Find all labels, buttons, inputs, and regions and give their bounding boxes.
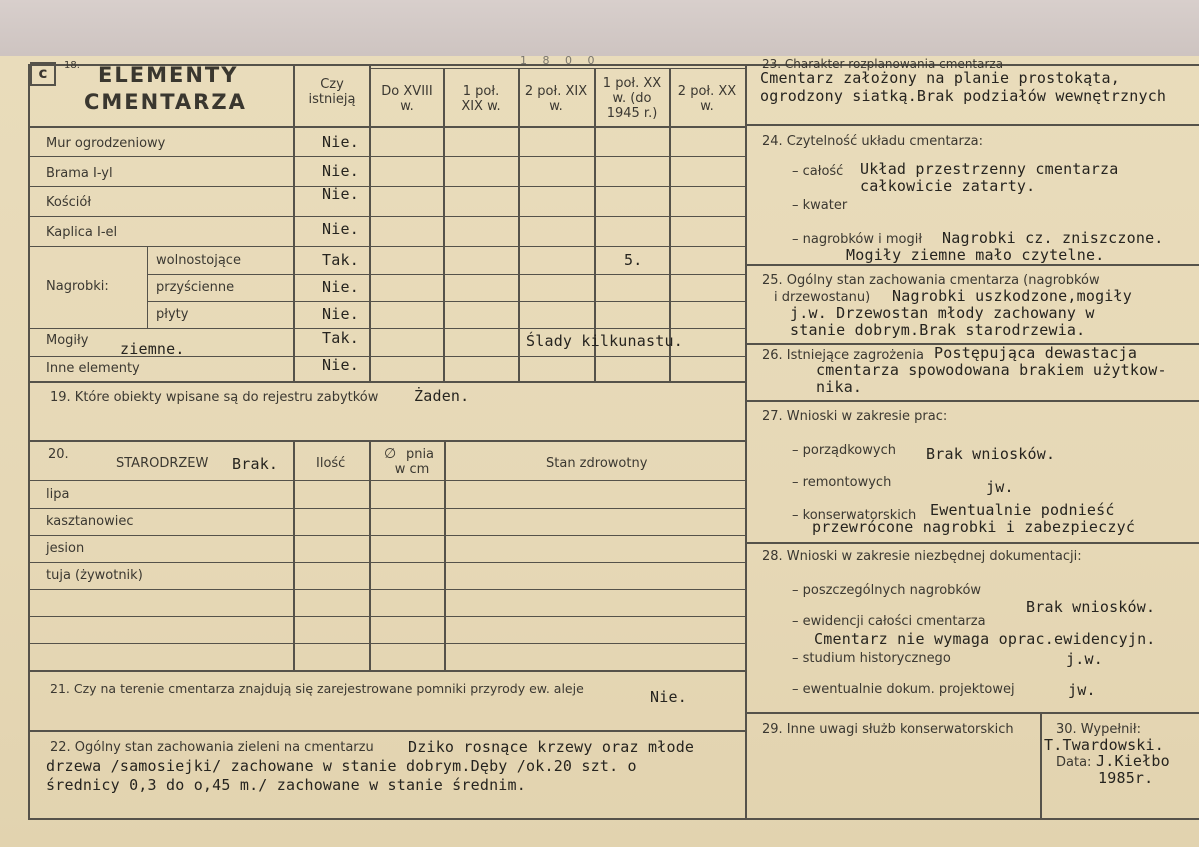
q20-number: 20. — [48, 447, 69, 462]
col-line — [293, 64, 295, 382]
col-line — [443, 68, 445, 382]
q29-label: 29. Inne uwagi służb konserwatorskich — [762, 722, 1014, 737]
row-label: Inne elementy — [46, 361, 140, 376]
q27-answer: Brak wniosków. — [926, 445, 1056, 463]
q30-year: 1985r. — [1098, 769, 1154, 787]
q22-line: średnicy 0,3 do o,45 m./ zachowane w stanie średnim. — [46, 776, 526, 794]
q28-answer: Cmentarz nie wymaga oprac.ewidencyjn. — [814, 630, 1156, 648]
section-rule — [28, 381, 746, 383]
period-rule — [370, 68, 746, 69]
q25-line: stanie dobrym.Brak starodrzewia. — [790, 321, 1086, 339]
col-period-header: 1 8 0 0 — [520, 54, 601, 67]
q28-item: – poszczególnych nagrobków — [792, 583, 982, 598]
col-line — [444, 440, 446, 670]
q22-line: drzewa /samosiejki/ zachowane w stanie dobrym.Dęby /ok.20 szt. o — [46, 757, 637, 775]
q25-label: 25. Ogólny stan zachowania cmentarza (nagrobków — [762, 273, 1100, 288]
q27-item: – remontowych — [792, 475, 892, 490]
q28-answer: jw. — [1068, 681, 1096, 699]
row-exists: Nie. — [322, 185, 359, 203]
col-line — [518, 68, 520, 382]
row-label: Kaplica I-el — [46, 225, 118, 240]
col-diameter: pnia w cm — [394, 447, 435, 477]
section-rule — [28, 440, 746, 442]
q28-label: 28. Wnioski w zakresie niezbędnej dokumentacji: — [762, 549, 1082, 564]
q27-answer: przewrócone nagrobki i zabezpieczyć — [812, 518, 1136, 536]
corner-letter-box: c — [30, 62, 56, 86]
section-number: 18. — [64, 60, 80, 71]
section-rule — [28, 670, 746, 672]
tree-row: tuja (żywotnik) — [46, 568, 143, 583]
row-exists: Nie. — [322, 220, 359, 238]
q30-name2: J.Kiełbo — [1096, 752, 1170, 770]
q22-label: 22. Ogólny stan zachowania zieleni na cmentarzu — [50, 740, 374, 755]
row-line — [28, 480, 746, 481]
section-rule — [745, 264, 1199, 266]
section-rule — [745, 712, 1199, 714]
q24-item: – kwater — [792, 198, 848, 213]
q22-line: Dziko rosnące krzewy oraz młode — [408, 738, 695, 756]
nagrobki-divider — [147, 246, 148, 328]
section-rule — [28, 730, 746, 732]
row-line — [28, 535, 746, 536]
q25-label: i drzewostanu) — [774, 290, 871, 305]
q27-item: – porządkowych — [792, 443, 896, 458]
row-line — [147, 301, 746, 302]
q24-item: – całość — [792, 164, 844, 179]
q25-line: j.w. Drzewostan młody zachowany w — [790, 304, 1095, 322]
row-label: wolnostojące — [156, 253, 241, 268]
q25-line: Nagrobki uszkodzone,mogiły — [892, 287, 1132, 305]
row-line — [28, 216, 746, 217]
q24-label: 24. Czytelność układu cmentarza: — [762, 134, 984, 149]
nagrobki-label: Nagrobki: — [46, 279, 109, 294]
row-label: Mur ogrodzeniowy — [46, 136, 166, 151]
q23-label: 23. Charakter rozplanowania cmentarza — [762, 57, 1004, 71]
col-period: 1 poł. XIX w. — [461, 84, 501, 114]
q24-answer: Układ przestrzenny cmentarza — [860, 160, 1119, 178]
q23-line: ogrodzony siatką.Brak podziałów wewnętrznych — [760, 87, 1167, 105]
col-period: 2 poł. XIX w. — [524, 84, 588, 114]
q30-date-label: Data: — [1056, 755, 1092, 770]
row-line — [28, 186, 746, 187]
row-line — [28, 156, 746, 157]
tree-row: lipa — [46, 487, 70, 502]
col-period: 1 poł. XX w. (do 1945 r.) — [602, 76, 662, 121]
q27-label: 27. Wnioski w zakresie prac: — [762, 409, 948, 424]
row-exists: Nie. — [322, 133, 359, 151]
col-health: Stan zdrowotny — [546, 456, 648, 471]
row-line — [28, 562, 746, 563]
row-exists: Tak. — [322, 329, 359, 347]
q26-line: nika. — [816, 378, 863, 396]
row-label: Brama I-yl — [46, 166, 113, 181]
row-exists: Nie. — [322, 305, 359, 323]
col-period: 2 poł. XX w. — [677, 84, 737, 114]
q27-item: – konserwatorskich — [792, 508, 917, 523]
col-line — [293, 440, 295, 670]
q26-line: Postępująca dewastacja — [934, 344, 1138, 362]
q28-item: – ewentualnie dokum. projektowej — [792, 682, 1015, 697]
col-line — [369, 440, 371, 670]
q27-answer: jw. — [986, 478, 1014, 496]
q21-answer: Nie. — [650, 688, 687, 706]
title-line1: ELEMENTY — [98, 63, 239, 87]
q20-label: STARODRZEW — [116, 456, 209, 471]
section-rule — [745, 542, 1199, 544]
row-line — [28, 508, 746, 509]
row-value: 5. — [624, 251, 643, 269]
section-rule — [745, 124, 1199, 126]
col-count: Ilość — [316, 456, 346, 471]
row-exists: Nie. — [322, 278, 359, 296]
q23-line: Cmentarz założony na planie prostokąta, — [760, 69, 1120, 87]
row-line — [28, 328, 746, 329]
q24-answer: całkowicie zatarty. — [860, 177, 1036, 195]
row-exists: Tak. — [322, 251, 359, 269]
q28-item: – studium historycznego — [792, 651, 951, 666]
row-label: płyty — [156, 307, 189, 322]
row-exists: Nie. — [322, 356, 359, 374]
header-rule — [28, 126, 746, 128]
row-label: Kościół — [46, 195, 92, 210]
q20-answer: Brak. — [232, 455, 279, 473]
row-label: Mogiły — [46, 333, 89, 348]
row-line — [28, 589, 746, 590]
q26-line: cmentarza spowodowana brakiem użytkow- — [816, 361, 1167, 379]
q24-item: – nagrobków i mogił — [792, 232, 923, 247]
row-exists: Nie. — [322, 162, 359, 180]
tape-strip — [0, 0, 1199, 60]
row-line — [147, 274, 746, 275]
q30-label: 30. Wypełnił: — [1056, 722, 1141, 737]
diameter-icon: ∅ — [384, 446, 397, 462]
q28-item: – ewidencji całości cmentarza — [792, 614, 986, 629]
row-value: Ślady kilkunastu. — [526, 332, 683, 350]
section-rule — [745, 400, 1199, 402]
q19-label: 19. Które obiekty wpisane są do rejestru zabytków — [50, 390, 379, 405]
title-line2: CMENTARZA — [84, 90, 247, 114]
col-line — [369, 64, 371, 382]
q26-label: 26. Istniejące zagrożenia — [762, 348, 924, 363]
q27-answer: Ewentualnie podnieść — [930, 501, 1115, 519]
q24-answer: Nagrobki cz. zniszczone. — [942, 229, 1164, 247]
col-exists: Czy istnieją — [308, 77, 356, 107]
row-line — [28, 643, 746, 644]
q24-answer: Mogiły ziemne mało czytelne. — [846, 246, 1105, 264]
q30-name: T.Twardowski. — [1044, 736, 1164, 754]
q28-answer: j.w. — [1066, 650, 1103, 668]
col-period: Do XVIII w. — [381, 84, 433, 114]
row-line — [28, 616, 746, 617]
q19-answer: Żaden. — [414, 387, 470, 405]
col-line — [1040, 712, 1042, 819]
row-label: przyścienne — [156, 280, 235, 295]
q28-answer: Brak wniosków. — [1026, 598, 1156, 616]
row-label-typed: ziemne. — [120, 340, 185, 358]
q21-label: 21. Czy na terenie cmentarza znajdują się zarejestrowane pomniki przyrody ew. aleje — [50, 681, 584, 696]
row-line — [28, 246, 746, 247]
bottom-rule — [28, 818, 1199, 820]
tree-row: kasztanowiec — [46, 514, 134, 529]
tree-row: jesion — [46, 541, 85, 556]
